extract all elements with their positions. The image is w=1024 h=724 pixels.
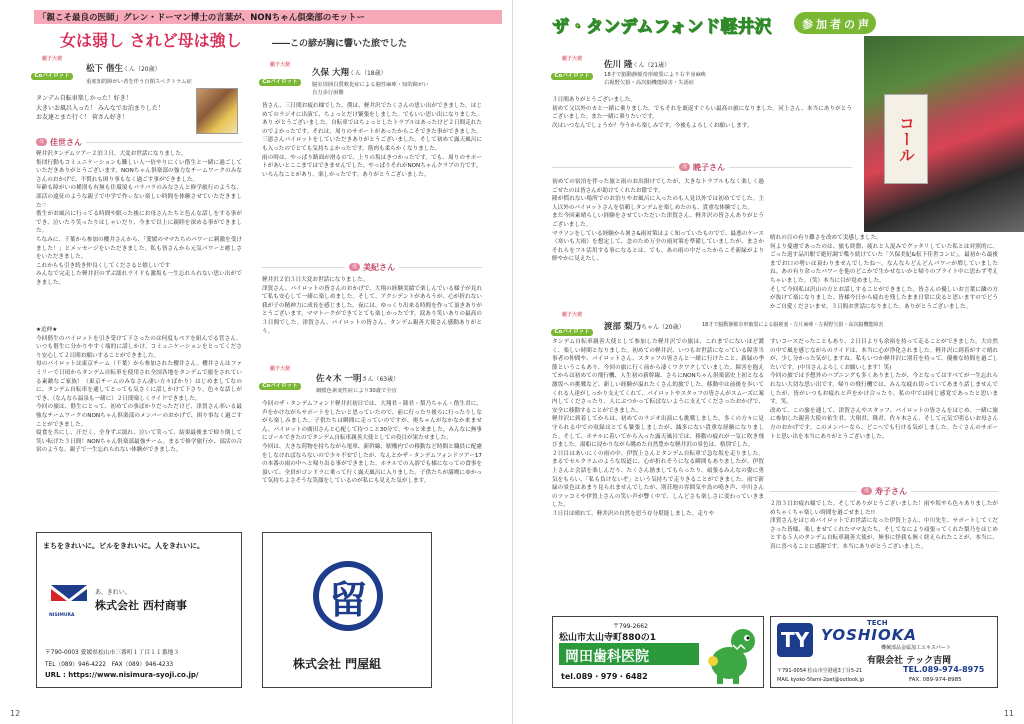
child-intro: タンデム自転車楽しかった！好き！ 大きいお風呂入った！ みんなでお泊まりした！ お友達とまた行く！ 菅さん好き！ — [36, 95, 164, 121]
co-pilot-badge: 親子大使 Coパイロット — [550, 312, 594, 337]
person-name-matsushita: 松下 偕生くん（20歳） — [86, 64, 161, 74]
ad-kadoyagumi — [262, 532, 432, 688]
clinic-name: 岡田歯科医院 — [565, 649, 649, 665]
body-text-addendum: ★追伸★ 今回偕生のパイロットを引き受けて下さったのは何度もペアを組んでる菅さん。いつも偕生に分かりやすく端的に話しかけ、コミュニケーションをとってくださり安心して２日間お願いすることができました。 母のパイロットは東京チーム（千葉）から参加された櫻井さん。櫻井さんはファミリーで日頃からタンデム自転車を使用され全国各地をタンデムで旅をされている素敵なご家族！（東京チームのみなさん凄い方々ばかり）はじめましてなのに、タンデム自転車を通してとっても気さくに話しかけて下さり、色々な話しができ、（なんなら温泉も一緒に）２日間楽しくライドできました。 今回の旅は、偕生にとって、初めての事ばかりだっただけど、津賀さん率いる最強なチームワークのNONちゃん倶楽部のメンバーのおかげで、困り事なく過ごすことができました。 寝食を共にし、汗だく、全身ずぶ濡れ、泣いて笑って、結果最後まで帰り倒して笑い転げた３日間！NONちゃん倶楽部最強チーム。まるで修学旅行か、部活の合宿のような、親子で一生忘れられない体験ができました。 — [36, 327, 242, 454]
body-text: すいコースだったこともあり、２日目よりも余裕を持って走ることができました。大自然の中で風を感じながらのライドは、本当に心が浄化されました。軽井沢に到着がすぐ晴れが、少し分かった気がしますね。私もいつか軽井沢に別荘を持って、優雅な時間を過ごしたいです。(中川さんよろしくお願いします！笑) 今回の旅では予想外のハプニングも多くありましたが、今となってはすべてが一生忘れられない大切な思い出です。帰りの飛行機では、みんな疲れ切っていてあまり話しませんでしたが、皆がいつもお疲れと声をかけ合ったり、私の中では同じ感覚であったと思います。笑。 改めて、この旅を通して、津賀さんやスタッフ、パイロットの皆さんをはじめ、一緒に旅に参加した親善大使の佑生君、大翔君、隆君、佐々木さん、そして元気で明るいお母さん方のおかげです。このメンバーなら、どこへでも行ける気がしました。たくさんのサポートと思い出を本当にありがとうございました。 — [770, 339, 998, 440]
group-photo — [864, 36, 1024, 232]
person-name-kubo: 久保 大翔くん（18歳） — [312, 68, 387, 78]
co-pilot-badge: 親子大使 Coパイロット — [258, 366, 302, 391]
body-text: 今回のザ・タンデムフォンド軽井沢初日では、大翔君・隆君・梨乃ちゃん・偕生君に、声をかけながらサポートをしたいと思っていたので、前に行ったり後ろに行ったりしながら楽しみました。子供たちは瞬間に走っていのですが、奥ちゃんがなかなか来ません。パイロットの廣田さんと心配して待つこと30分で、やっと来ました。みんなに無事にゴールできたのでタンデム自転車親善大使としての役目が果たせました。 今回は、大きな荷物を持ちながら電車、新幹線、駅構内での移動など時間と職員に配慮をしなければならないので少々不安でしたが、なんとかザ・タンデムフォンドツアー17の本番の雨の中へと帰り出る事ができました。ホテルでの入浴でも様になっての食事を頂いて、全員がゴンドラに乗って行く露天風呂に入りました。子供たちが満喫にゆかって気持ちよさそうな笑顔をしているのが私にも見えた気がします。 — [262, 401, 482, 485]
company-logo: TY — [777, 623, 813, 657]
company-name: 株式会社 西村商事 — [95, 599, 187, 612]
ad-okada-dental — [552, 616, 764, 688]
goal-sign: コール — [884, 94, 928, 184]
address: 松山市太山寺町880の1 — [559, 633, 657, 643]
photo-matsushita — [196, 88, 238, 134]
mascot-dinosaur-icon — [703, 627, 759, 689]
quote-text: 「親こそ最良の医師」グレン・ドーマン博士の言葉が、NONちゃん倶楽部のモットー — [38, 13, 365, 23]
ad-tech-yoshioka — [770, 616, 998, 688]
person-name-watanabe: 渡部 梨乃ちゃん（20歳） — [604, 322, 685, 332]
co-pilot-badge: 親子大使 Coパイロット — [550, 56, 594, 81]
brand: YOSHIOKA — [821, 626, 918, 644]
tel: TEL（089）946-4222 FAX（089）946-4233 — [45, 662, 174, 668]
body-text: 初めての宿泊を伴った旅と雨のお出掛けでしたが、大きなトラブルもなく楽しく過ごせたのは皆さんが助けてくれたお陰です。 隆が慣れない場所でのお泊りやお風呂に入ったのも人見以外では初めてでした。主人以外のパイロットさんを信頼しタンデムを楽しめたのも、貴重な体験でした。 また今回素晴らしい経験をさせていただいた津賀さん、軽井沢の皆さんありがとうございました。 マラソンをしている経験から暑さ&雨対策はよく知っていたものでで、最悪のケース（寒いも大雨）を想定して、念のため万全の雨対策を準備していましたが、まさかそれらをフル活用する事になるとは。でも、あの雨の中だったからこそ新緑がより鮮やかに見えたし、 — [552, 179, 764, 263]
section-title: ザ・タンデムフォンド軽井沢 — [552, 17, 772, 37]
person-desc: 重度知的障がい者を伴う自閉スペクトラム症 — [86, 79, 192, 85]
company-name: 有限会社 テック吉岡 — [867, 656, 952, 666]
address: 〒790-0003 愛媛県松山市三番町１丁目１１番地３ — [45, 650, 180, 656]
address: 〒791-0054 松山市空港通3丁目5-21 — [777, 668, 863, 674]
person-desc: 18才で脳動静脈奇形破裂により右半身麻痺 右視野欠損・高次脳機能障害・失語症 — [604, 72, 707, 86]
right-page — [512, 0, 1024, 724]
person-name-sagawa: 佐川 隆くん（21歳） — [604, 60, 671, 70]
company-logo — [51, 585, 87, 611]
url-link[interactable]: URL : https://www.nisimura-syoji.co.jp/ — [45, 671, 199, 679]
mother-heading-akiko: 母 暁子さん — [552, 162, 852, 172]
brand-sub: 機械部品金属加工エキスパート — [881, 645, 951, 651]
mother-heading-kayo: 母 佳世さん — [36, 137, 242, 147]
logo-text: NISIMURA — [49, 613, 75, 618]
mother-heading-miki: 母 美紀さん — [262, 262, 482, 272]
body-text: 軽井沢２泊３日大変お世話になりました。 津賀さん、パイロットの皆さんのおかげで、大翔の経験実績で楽しんでいる様子が見れて私も安心して一緒に楽しめました。そして、アクシデントがあろうが、心が折れない我が子の精神力に成長を感じました。夜には、ゆっくり出来る時間を作って頂きありがとうございます。ママトークができてとても楽しかったです。涙あり笑いありの最高の３日間でした。津賀さん、パイロットの皆さん、タンデム親善大使さん感動ありがとう。 — [262, 277, 482, 335]
page-number: 11 — [1003, 709, 1014, 718]
body-text: 晴れの日の有り難さを改めて実感しました。 何より憂慮であったのは、旅も終盤、疲れと人混みでグッタリしていた私とは対照的に、ごった返す品川駅で絶好調で喋り続けていた「久保美紀&松下佳世コンビ」。最初から最後までお口の勢いは衰わりませんでしたね〜。なんならどんどんパワーが増していましたね。あの有り余ったパワーを他のどこかで生かせないかと帰りのブライト中に思わず考えちゃいました。（笑）本当に目が覚めました。 そして今回私は沢山の方とお話しすることができました。皆さんの優しいお言葉に隣の方が抜けて楽になりました。皆様今日から疲れを残したまま日常に戻ると思いますのでどうかご自愛くださいませ。３日間お世話になりました。ありがとうございました。 — [770, 235, 998, 310]
body-text: タンデム自転車親善大使として参加した軽井沢での旅は、これまでにないほど濃く、楽しい時間となりました。初めての軽井沢、いつもお世話になっている障害当事者の仲間や、パイロットさん、スタッフの皆さんと一緒に行けたこと、新緑の季節というこもあり、今回の旅に行く前から凄くワクワクしていました。障害を抱えてからは初めての飛行機、人生初の新幹線、さらにNONちゃん倶楽部史上初となる激坂への挑戦など、新しい経験が溢れたくさん的旅でした。移動中は前後を歩いてくれる人達がしっかり支えてくれて、パイロットやスタッフの皆さんがスムーズに案内してくださったり、人にぶつかって転ばないように支えてくださったおかげで、安全に移動することができました。 軽井沢に到着してからは、初めてのラジオ出演にも挑戦しました。多くの方々に見守られる中での収録はとても緊張しましたが、滅多にない貴重な経験になりました。そして、ホテルに着いてから入った露天風呂では、移動の疲れが一気に吹き飛びました。湯船に浸かりながら眺めた自然豊かな軽井沢の景色は、格別でした。 ２日目はあいにくの雨の中、伊賀上さんとタンデム自転車で急な坂を走りました。まるでセルクラムのような坂道に、心が折れそうになる瞬間もありましたが、伊賀上さんと会話を楽しんだり、たくさん励ましてもらったり、頑張るみんなの姿に勇気をもらい、「私も負けないぞ」という気持ちで走りきることができました。雨で新緑の景色はあまり見られませんでしたが、別荘地の雰囲気や鳥の鳴き声、中川さんのツッコミや伊賀上さんの笑い声が響く中で、しんどさも楽しさに変わっていきました。 ３日目は晴れて、軽井沢の自然を思う存分堪能しました。走りや — [552, 339, 764, 517]
tel: TEL.089-974-8975 — [903, 665, 985, 674]
person-name-sasaki: 佐々木 一明さん（63歳） — [316, 374, 400, 384]
mother-heading-hisako: 母 寿子さん — [770, 486, 998, 496]
person-desc: 網膜色素変性症により30歳で全盲 — [316, 388, 397, 394]
postal: 〒799-2662 — [613, 623, 648, 630]
co-pilot-badge: 親子大使 Coパイロット — [30, 56, 74, 81]
co-pilot-badge: 親子大使 Coパイロット — [258, 62, 302, 87]
company-small: あ、きれい。 — [95, 589, 131, 596]
section-title-2: 参加者の声 — [802, 18, 872, 31]
person-desc: 18才で脳動静脈奇形破裂による脳梗塞・左片麻痺・左視野欠損・高次脳機能障害 — [702, 322, 884, 328]
fax: FAX. 089-974-8985 — [909, 677, 962, 683]
page-number: 12 — [10, 709, 21, 718]
company-emblem: 留 — [313, 561, 383, 631]
tel: tel.089・979・6482 — [561, 672, 648, 681]
company-name: 株式会社 門屋組 — [293, 657, 382, 671]
person-desc: 脳室周囲白質軟化症による脳性麻痺・知的障がい 自力歩行困難 — [312, 82, 429, 96]
headline: 女は弱し されど母は強し — [60, 31, 242, 50]
ad-nishimura — [36, 532, 242, 688]
body-text: 軽井沢タンデムツアー２泊３日、大変お世話になりました。 集団行動もコミュニケーションも難しい人一倍やりにくい偕生と一緒に過ごしていただきありがとうございます。NONちゃん倶楽部の強力なチームワークのみなさんのおかげで、不慣れも困り事もなく過ごす事ができました。 年齢も障がいの種別も有無も住環境もバラバラのみなさんと修学旅行のような、部活の遠征のような親子で中学で作ぃない楽しい時間を体験させていただきました♡ 偕生がお風呂に行ってる時間や眠った後にお母さんたちと色んな話しをする事ができ、泣いたり笑ったりはしゃいだり、今まで以上に親睦を深める事ができました。 ちなみに、千葉から参加の櫻井さんから、「愛媛のママたちのパワーに刺激を受けました！」とメッセージをいただきました。私も皆さんから元気パワーと癒しさをいただきました。 これからも引き続き仲良くしてくださると嬉しいです みんなで完走した軽井沢のずぶ濡れライドも激坂も一生忘れられない思い出ができました。 — [36, 151, 242, 286]
brand-small: TECH — [867, 619, 888, 627]
email[interactable]: MAIL kyoko-5fami-2pet@outlook.jp — [777, 677, 865, 683]
body-text: ３日間ありがとうございました。 初めて父以外のカと一緒に乗りました。でもそれを裏返すぐらい最高の旅になりました。河上さん、本当にありがとうございました。また一緒に乗りたいです。 次はいつなんでしょうか？今うから楽しみです。今後もよろしくお願いします。 — [552, 97, 852, 129]
body-text: 皆さん、三日間お疲れ様でした。僕は、軽井沢でたくさんの思い出ができました。はじめてのラジオに出演て、ちょっとだけ緊張をしました。でもいい思い出になりました。あり がとうございました。自転車ではちょっとしたトラブルはあったけど２日間走れたのでよかったです。それは、周りのサポートがあったからこそできた事ができました。三恩さんパイロットをしていただきありがとうございました。そして初めて露天風呂にも入ったのでとても気持ちよかったです。筋肉も柔らかくなりました。 雨の時は、やっぱり路面が滑るので、上りの坂はきつかったです。でも、周りのサポートがあいとここまではできませんでした。やっぱりそれがNONちゃんクラブの力です。 いろんなことがあり、楽しかったです。ありがとうございました。 — [262, 103, 482, 178]
ad-tagline: まちをきれいに。ビルをきれいに。人をきれいに。 — [43, 542, 204, 550]
body-text: ２泊３日お疲れ様でした。そしてありがとうございました！雨や坂やら色々ありましたがめちゃくちゃ楽しい時間を過ごせました!! 津賀さんをはじめパイロットでお世話になった伊賀上さん、中川先生、サポートしてくださった皆様、楽しませてくれたママ友たち、そしてなにより頑張ってくれた梨乃をはじめとする５人のタンデム自転車親善大使が、無事に怪我も無く終えられたことが、本当に、真に喜べることに感謝です。本当にありがとうございました。 — [770, 501, 998, 550]
subhead: ――この諺が胸に響いた旅でした — [272, 39, 408, 49]
